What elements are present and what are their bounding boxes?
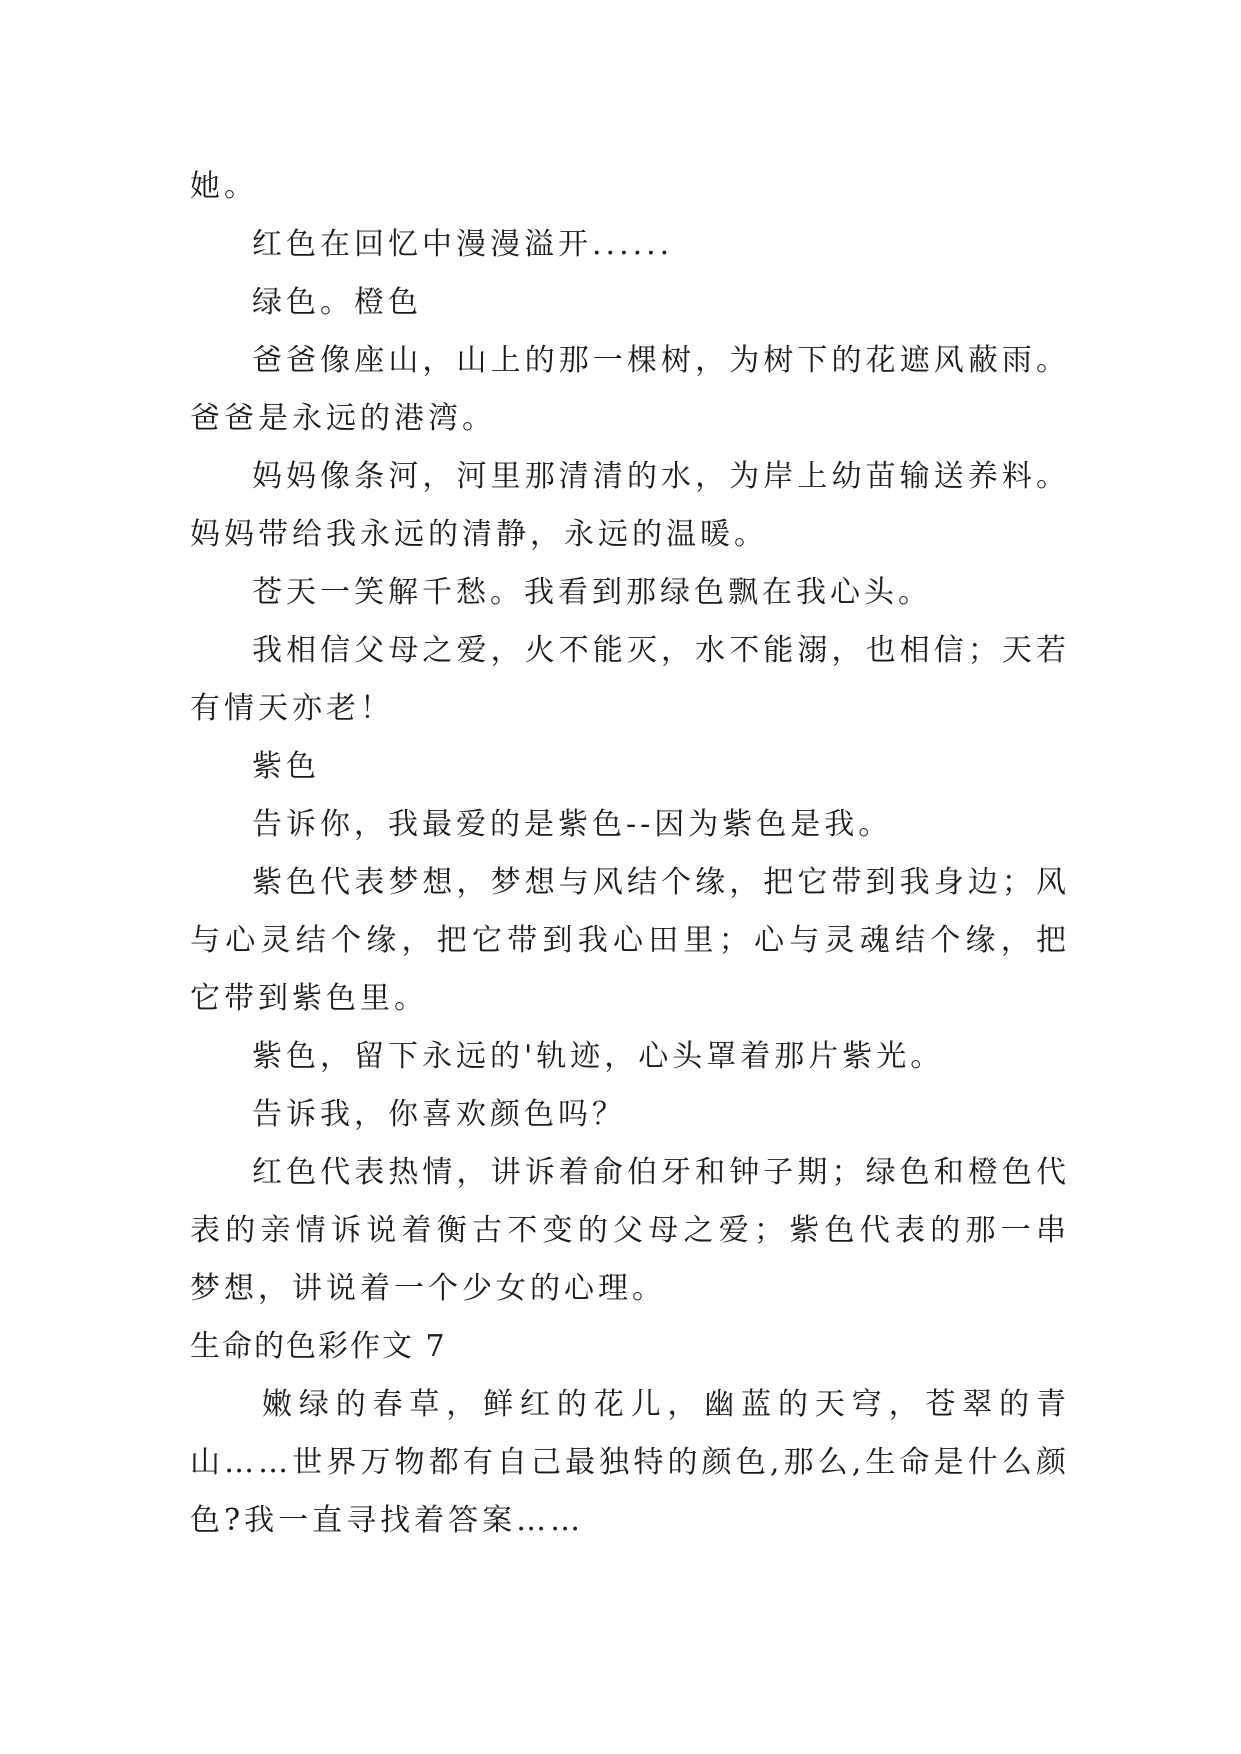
- paragraph: 告诉我，你喜欢颜色吗？: [252, 1097, 626, 1132]
- paragraph: 红色代表热情，讲诉着俞伯牙和钟子期；绿色和橙色代表的亲情诉说着衡古不变的父母之爱；紫色代表的那一串梦想，讲说着一个少女的心理。: [190, 1155, 1070, 1306]
- paragraph: 爸爸像座山，山上的那一棵树，为树下的花遮风蔽雨。爸爸是永远的港湾。: [190, 343, 1070, 436]
- paragraph: 她。: [190, 169, 258, 204]
- paragraph: 告诉你，我最爱的是紫色--因为紫色是我。: [252, 807, 893, 842]
- paragraph: 红色在回忆中漫漫溢开......: [252, 227, 674, 262]
- document-body: [190, 158, 1070, 1550]
- paragraph: 紫色，留下永远的'轨迹，心头罩着那片紫光。: [252, 1039, 945, 1074]
- paragraph: 紫色代表梦想，梦想与风结个缘，把它带到我身边；风与心灵结个缘，把它带到我心田里；心与灵魂结个缘，把它带到紫色里。: [190, 865, 1070, 1016]
- paragraph: 嫩绿的春草，鲜红的花儿，幽蓝的天穹，苍翠的青山……世界万物都有自己最独特的颜色,那么,生命是什么颜色?我一直寻找着答案……: [190, 1387, 1070, 1538]
- paragraph: 我相信父母之爱，火不能灭，水不能溺，也相信；天若有情天亦老！: [190, 633, 1070, 726]
- section-label-green-orange: 绿色。橙色: [252, 285, 422, 320]
- section-label-purple: 紫色: [252, 749, 320, 784]
- essay-heading: 生命的色彩作文 7: [190, 1329, 447, 1364]
- paragraph: 妈妈像条河，河里那清清的水，为岸上幼苗输送养料。妈妈带给我永远的清静，永远的温暖。: [190, 459, 1070, 552]
- paragraph: 苍天一笑解千愁。我看到那绿色飘在我心头。: [252, 575, 932, 610]
